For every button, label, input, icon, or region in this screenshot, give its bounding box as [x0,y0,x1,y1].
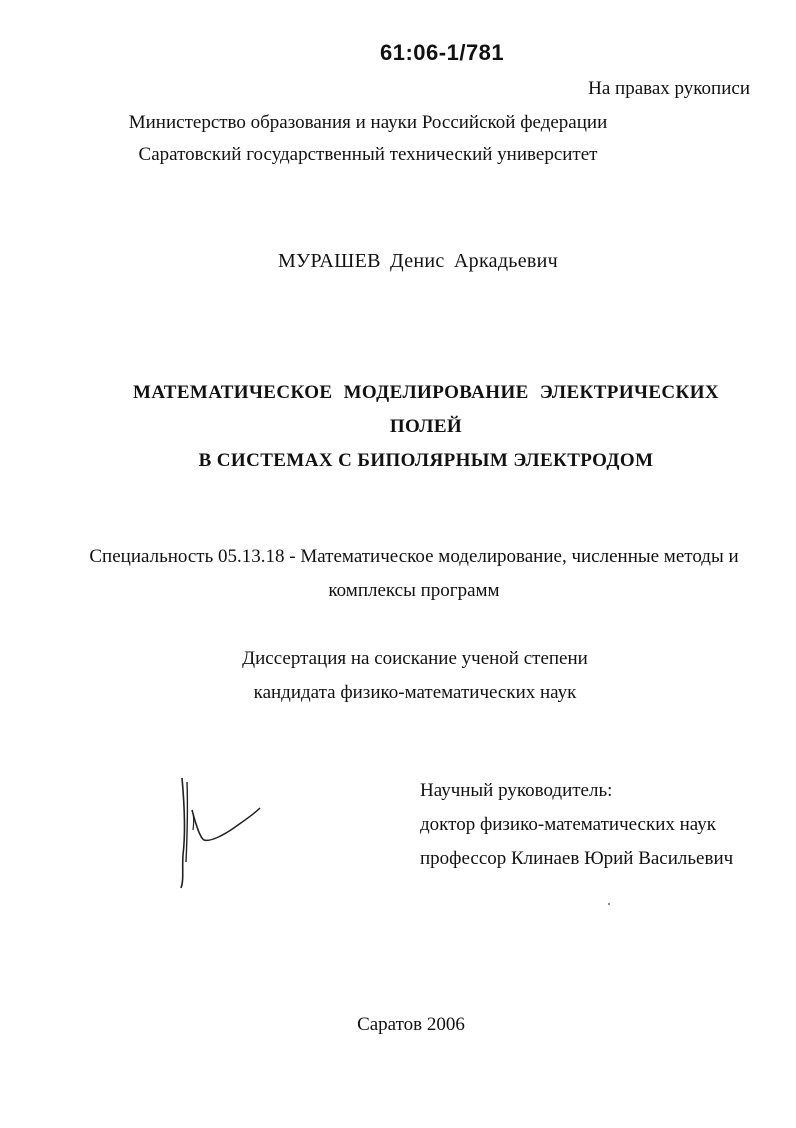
city-and-year: Саратов 2006 [357,1014,465,1035]
thesis-title-line-3: В СИСТЕМАХ С БИПОЛЯРНЫМ ЭЛЕКТРОДОМ [198,450,654,471]
handwritten-signature [168,770,278,895]
advisor-degree: доктор физико-математических наук [420,814,716,835]
ministry-name: Министерство образования и науки Российской федерации [128,112,608,133]
dissertation-degree-line-2: кандидата физико-математических наук [253,682,577,703]
specialty-line-1: Специальность 05.13.18 - Математическое моделирование, численные методы и [89,546,739,567]
scan-speck [608,903,610,905]
manuscript-rights-note: На правах рукописи [588,78,750,99]
advisor-label: Научный руководитель: [420,780,613,801]
author-name: МУРАШЕВ Денис Аркадьевич [277,250,559,272]
specialty-line-2: комплексы программ [328,580,500,601]
thesis-title-line-1: МАТЕМАТИЧЕСКОЕ МОДЕЛИРОВАНИЕ ЭЛЕКТРИЧЕСКИХ [132,382,720,403]
dissertation-degree-line-1: Диссертация на соискание ученой степени [242,648,588,669]
thesis-title-line-2: ПОЛЕЙ [389,416,463,437]
university-name: Саратовский государственный технический университет [138,144,598,165]
archive-stamp: 61:06-1/781 [380,40,505,65]
advisor-name: профессор Клинаев Юрий Васильевич [420,848,734,869]
